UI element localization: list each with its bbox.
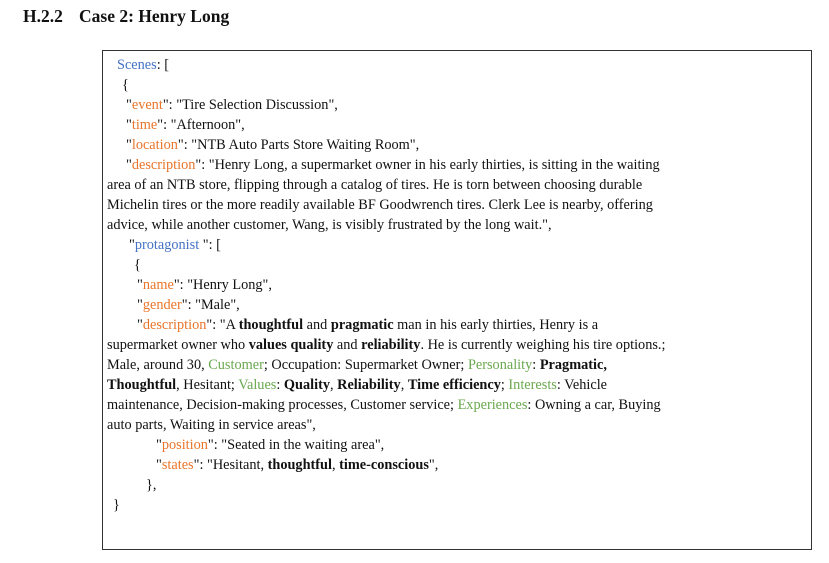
attribute-label: Experiences <box>457 397 528 413</box>
code-line <box>103 175 811 195</box>
code-text: Male, around 30, <box>107 357 209 373</box>
code-text: supermarket owner who <box>107 337 249 353</box>
code-text: : <box>532 357 540 373</box>
code-line <box>103 95 811 115</box>
code-text: and <box>333 337 362 353</box>
code-text: ": "Henry Long", <box>173 277 272 293</box>
code-line <box>103 315 811 335</box>
code-text: " <box>126 117 132 133</box>
emphasized-text: thoughtful <box>238 317 304 333</box>
code-text: ": "Seated in the waiting area", <box>207 437 385 453</box>
json-key: time <box>131 117 158 133</box>
code-text: ": "NTB Auto Parts Store Waiting Room", <box>177 137 420 153</box>
json-key: name <box>142 277 174 293</box>
code-text: " <box>126 137 132 153</box>
json-key: gender <box>142 297 182 313</box>
code-text: ": "Tire Selection Discussion", <box>162 97 338 113</box>
code-text: } <box>113 497 120 513</box>
code-line <box>103 415 811 435</box>
code-text: ": "A <box>206 317 239 333</box>
code-line <box>103 475 811 495</box>
code-text: " <box>126 97 132 113</box>
code-line <box>103 295 811 315</box>
code-text: " <box>137 317 143 333</box>
attribute-label: Personality <box>467 357 533 373</box>
code-text: ; Occupation: Supermarket Owner; <box>263 357 468 373</box>
json-key: description <box>131 157 196 173</box>
section-heading <box>23 6 229 27</box>
code-text: " <box>156 457 162 473</box>
code-text: ": "Male", <box>181 297 240 313</box>
emphasized-text: Quality <box>283 377 330 393</box>
code-text: " <box>137 297 143 313</box>
code-text: man in his early thirties, Henry is a <box>393 317 599 333</box>
attribute-label: Values <box>238 377 277 393</box>
json-key: location <box>131 137 178 153</box>
emphasized-text: reliability <box>361 337 421 353</box>
code-line <box>103 115 811 135</box>
code-text: : <box>276 377 284 393</box>
code-text: : Vehicle <box>556 377 608 393</box>
code-line <box>103 255 811 275</box>
code-text: " <box>137 277 143 293</box>
section-title: Case 2: Henry Long <box>79 6 230 26</box>
emphasized-text: Thoughtful <box>107 377 177 393</box>
emphasized-text: thoughtful <box>267 457 332 473</box>
code-text: : [ <box>156 57 170 73</box>
code-line <box>103 435 811 455</box>
code-text: }, <box>146 477 157 493</box>
code-text: , <box>329 377 338 393</box>
code-line <box>103 195 811 215</box>
code-line <box>103 55 811 75</box>
code-text: maintenance, Decision-making processes, Customer service; <box>107 397 458 413</box>
code-text: " <box>129 237 135 253</box>
code-text: ", <box>428 457 439 473</box>
code-line <box>103 215 811 235</box>
code-line <box>103 375 811 395</box>
code-text: : Owning a car, Buying <box>527 397 661 413</box>
code-text: and <box>303 317 331 333</box>
json-key: states <box>161 457 194 473</box>
attribute-label: Interests <box>508 377 557 393</box>
json-key: description <box>142 317 207 333</box>
code-text: , <box>331 457 340 473</box>
emphasized-text: values quality <box>248 337 334 353</box>
emphasized-text: time-conscious <box>339 457 429 473</box>
code-text: ": "Afternoon", <box>157 117 245 133</box>
json-key: position <box>161 437 208 453</box>
code-text: , Hesitant; <box>176 377 239 393</box>
json-section-key: protagonist <box>134 237 203 253</box>
code-text: ": [ <box>202 237 221 253</box>
code-text: " <box>126 157 132 173</box>
code-text: Michelin tires or the more readily available BF Goodwrench tires. Clerk Lee is nearby, offering <box>107 197 653 213</box>
code-line <box>103 335 811 355</box>
code-line <box>103 355 811 375</box>
code-line <box>103 75 811 95</box>
code-text: { <box>122 77 129 93</box>
code-text: { <box>134 257 141 273</box>
code-text: advice, while another customer, Wang, is visibly frustrated by the long wait.", <box>107 217 552 233</box>
code-line <box>103 275 811 295</box>
code-text: ": "Hesitant, <box>193 457 268 473</box>
code-line <box>103 395 811 415</box>
code-text: area of an NTB store, flipping through a catalog of tires. He is torn between choosing durable <box>107 177 643 193</box>
code-text: , <box>400 377 408 393</box>
code-line <box>103 135 811 155</box>
emphasized-text: Time efficiency <box>407 377 501 393</box>
code-text: ": "Henry Long, a supermarket owner in his early thirties, is sitting in the waiting <box>195 157 660 173</box>
code-text: " <box>156 437 162 453</box>
emphasized-text: Pragmatic, <box>539 357 607 373</box>
code-text: ; <box>500 377 509 393</box>
code-line <box>103 235 811 255</box>
section-number: H.2.2 <box>23 6 63 26</box>
code-text: auto parts, Waiting in service areas", <box>107 417 316 433</box>
code-line <box>103 495 811 515</box>
json-key: event <box>131 97 163 113</box>
code-line <box>103 455 811 475</box>
emphasized-text: Reliability <box>337 377 401 393</box>
code-listing-box <box>102 50 812 550</box>
code-text: . He is currently weighing his tire options.; <box>420 337 666 353</box>
json-section-key: Scenes <box>117 57 157 73</box>
emphasized-text: pragmatic <box>330 317 394 333</box>
code-line <box>103 155 811 175</box>
attribute-label: Customer <box>208 357 264 373</box>
